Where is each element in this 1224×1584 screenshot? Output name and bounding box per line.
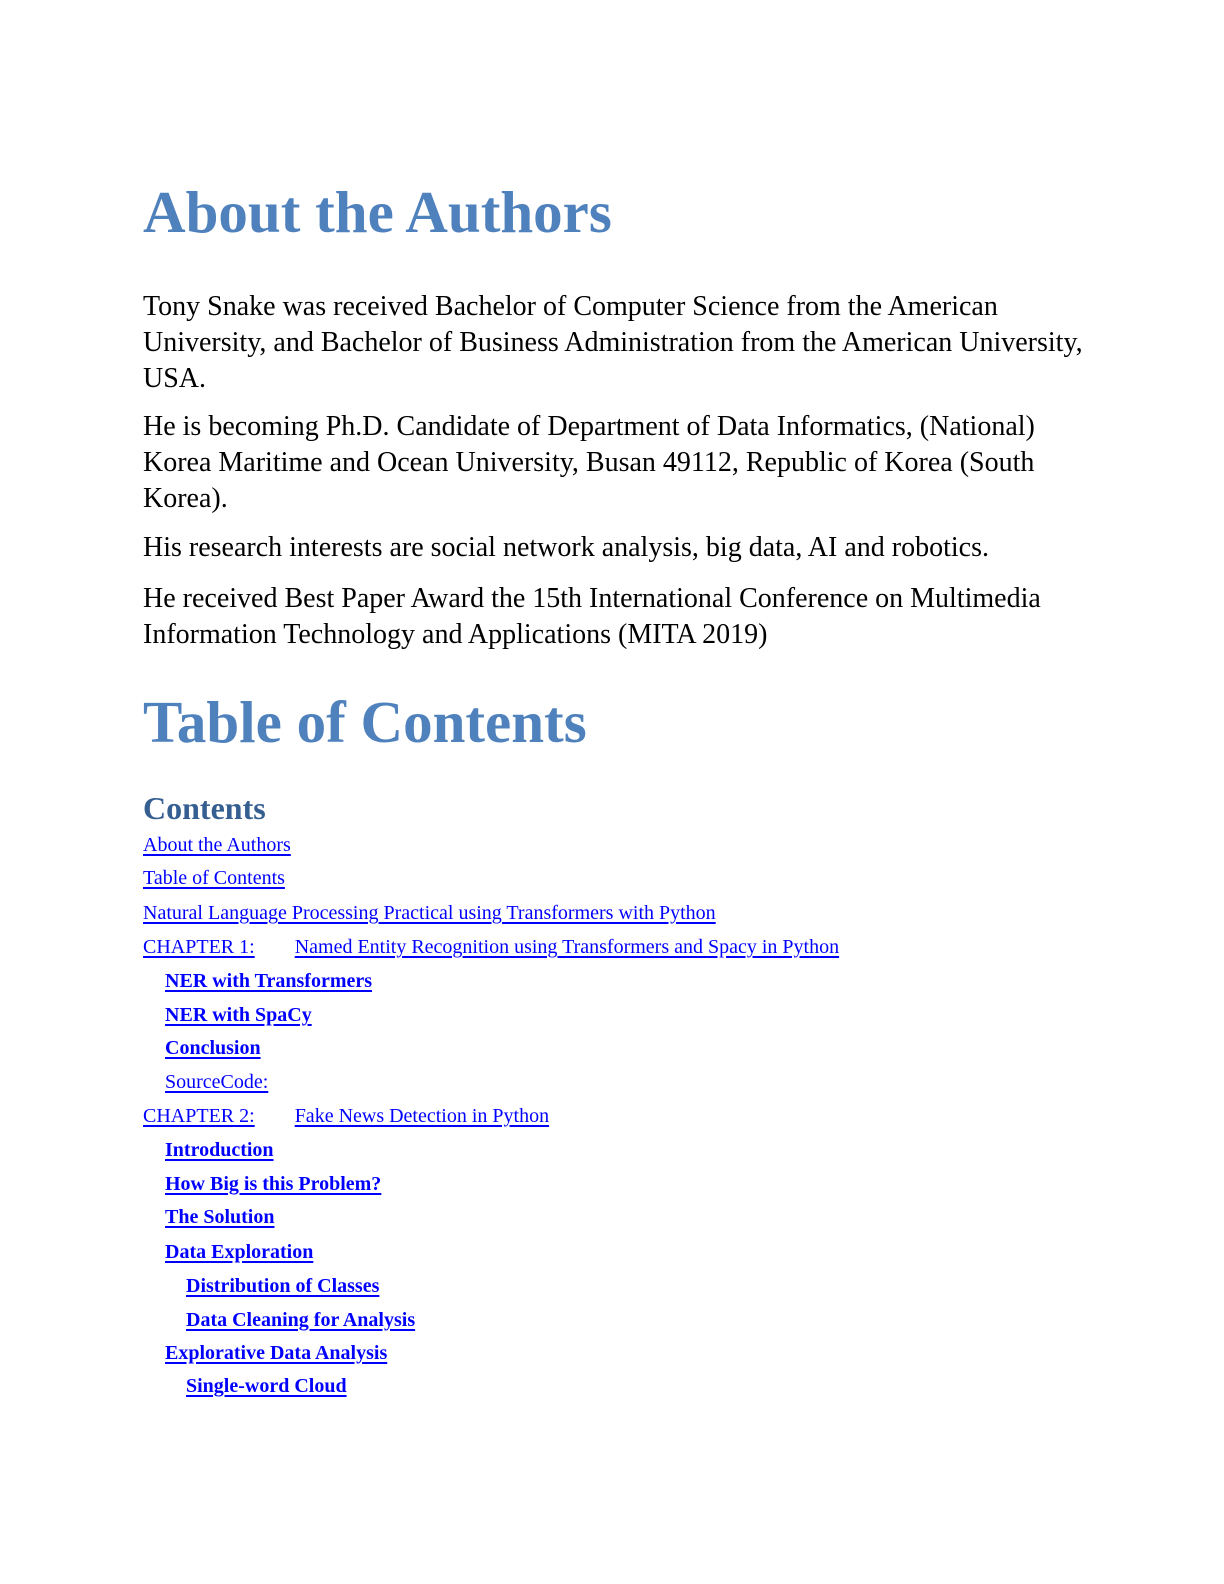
toc-entry-text: Single-word Cloud: [186, 1375, 347, 1397]
toc-link-distribution-of-classes[interactable]: [186, 1273, 379, 1299]
bio-paragraph-award: He received Best Paper Award the 15th International Conference on Multimedia Information Technology and Applications (MITA 2019): [143, 583, 1041, 650]
toc-link-introduction[interactable]: [165, 1137, 274, 1163]
toc-entry-text: Data Cleaning for Analysis: [186, 1309, 416, 1331]
toc-link-ner-with-transformers[interactable]: [165, 968, 372, 994]
toc-entry-text: NER with SpaCy: [165, 1004, 312, 1026]
toc-link-how-big-is-this-problem[interactable]: [165, 1171, 381, 1197]
toc-link-the-solution[interactable]: [165, 1204, 274, 1230]
toc-link-conclusion[interactable]: [165, 1035, 261, 1061]
toc-entry-text: Table of Contents: [143, 867, 285, 889]
toc-entry-text: Introduction: [165, 1139, 274, 1161]
toc-entry-text: Explorative Data Analysis: [165, 1342, 388, 1364]
toc-entry-text: How Big is this Problem?: [165, 1173, 382, 1195]
toc-link-table-of-contents[interactable]: [143, 865, 285, 891]
toc-link-data-cleaning-for-analysis[interactable]: [186, 1307, 415, 1333]
toc-link-chapter-1[interactable]: [143, 934, 839, 960]
about-authors-heading: About the Authors: [143, 179, 612, 245]
toc-entry-text: Fake News Detection in Python: [294, 1105, 550, 1127]
bio-paragraph-education: Tony Snake was received Bachelor of Computer Science from the American University, and Bachelor of Business Administration from the American University, USA.: [143, 291, 1083, 394]
toc-link-sourcecode[interactable]: [165, 1069, 268, 1095]
bio-paragraph-phd: He is becoming Ph.D. Candidate of Department of Data Informatics, (National) Korea Maritime and Ocean University, Busan 49112, Republic of Korea (South Korea).: [143, 411, 1035, 514]
toc-link-data-exploration[interactable]: [165, 1239, 313, 1265]
toc-link-explorative-data-analysis[interactable]: [165, 1340, 387, 1366]
toc-chapter-number: CHAPTER 1:: [143, 936, 255, 958]
toc-link-single-word-cloud[interactable]: [186, 1373, 347, 1399]
toc-entry-text: Conclusion: [165, 1037, 261, 1059]
toc-chapter-number: CHAPTER 2:: [143, 1105, 255, 1127]
table-of-contents-heading: Table of Contents: [143, 689, 587, 755]
toc-entry-text: Distribution of Classes: [186, 1275, 380, 1297]
toc-link-about-the-authors[interactable]: [143, 832, 291, 858]
toc-entry-text: Named Entity Recognition using Transformers and Spacy in Python: [294, 936, 840, 958]
toc-entry-text: The Solution: [165, 1206, 275, 1228]
bio-paragraph-interests: His research interests are social network analysis, big data, AI and robotics.: [143, 532, 989, 563]
toc-entry-text: Natural Language Processing Practical using Transformers with Python: [143, 902, 716, 924]
toc-entry-text: NER with Transformers: [165, 970, 373, 992]
contents-label: Contents: [143, 790, 266, 826]
toc-link-chapter-2[interactable]: [143, 1103, 549, 1129]
toc-entry-text: About the Authors: [143, 834, 291, 856]
toc-entry-text: SourceCode:: [165, 1071, 269, 1093]
toc-link-nlp-practical[interactable]: [143, 900, 716, 926]
toc-entry-text: Data Exploration: [165, 1241, 314, 1263]
toc-link-ner-with-spacy[interactable]: [165, 1002, 312, 1028]
